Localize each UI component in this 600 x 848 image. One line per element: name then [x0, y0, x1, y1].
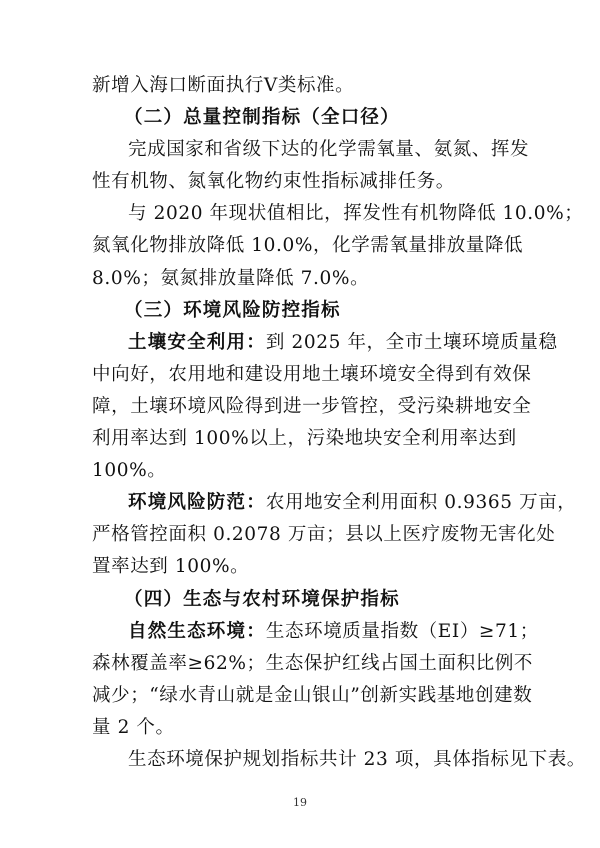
- paragraph-line: 量 2 个。: [92, 716, 175, 738]
- paragraph-line: [128, 620, 539, 644]
- term-label: 土壤安全利用：: [128, 331, 266, 353]
- term-text: 到 2025 年，全市土壤环境质量稳: [265, 331, 558, 353]
- section-heading: （四）生态与农村环境保护指标: [124, 588, 400, 610]
- term-label: 自然生态环境：: [128, 620, 266, 642]
- paragraph-line: 氮氧化物排放降低 10.0%，化学需氧量排放量降低: [92, 235, 524, 257]
- paragraph-line: 置率达到 100%。: [92, 556, 250, 578]
- paragraph-line: [128, 331, 558, 355]
- paragraph-line: 障，土壤环境风险得到进一步管控，受污染耕地安全: [92, 395, 532, 417]
- paragraph-line: 100%。: [92, 460, 167, 482]
- paragraph-line: 生态环境保护规划指标共计 23 项，具体指标见下表。: [128, 749, 586, 770]
- paragraph-line: 新增入海口断面执行Ⅴ类标准。: [92, 75, 355, 96]
- section-heading: （二）总量控制指标（全口径）: [124, 107, 400, 129]
- term-text: 生态环境质量指数（EI）≥71；: [265, 620, 539, 642]
- term-text: 农用地安全利用面积 0.9365 万亩，: [265, 492, 577, 514]
- paragraph-line: 性有机物、氮氧化物约束性指标减排任务。: [92, 171, 455, 193]
- term-label: 环境风险防范：: [128, 492, 266, 514]
- paragraph-line: 严格管控面积 0.2078 万亩；县以上医疗废物无害化处: [92, 524, 556, 546]
- paragraph-line: 森林覆盖率≥62%；生态保护红线占国土面积比例不: [92, 652, 534, 674]
- paragraph-line: 完成国家和省级下达的化学需氧量、氨氮、挥发: [128, 139, 530, 161]
- section-heading: （三）环境风险防控指标: [124, 299, 341, 321]
- paragraph-line: 与 2020 年现状值相比，挥发性有机物降低 10.0%；: [128, 203, 584, 225]
- paragraph-line: [128, 491, 576, 515]
- paragraph-line: 利用率达到 100%以上，污染地块安全利用率达到: [92, 428, 517, 450]
- paragraph-line: 8.0%；氨氮排放量降低 7.0%。: [92, 267, 370, 289]
- page-number: 19: [293, 796, 307, 809]
- paragraph-line: 减少；“绿水青山就是金山银山”创新实践基地创建数: [92, 684, 533, 706]
- paragraph-line: 中向好，农用地和建设用地土壤环境安全得到有效保: [92, 363, 532, 385]
